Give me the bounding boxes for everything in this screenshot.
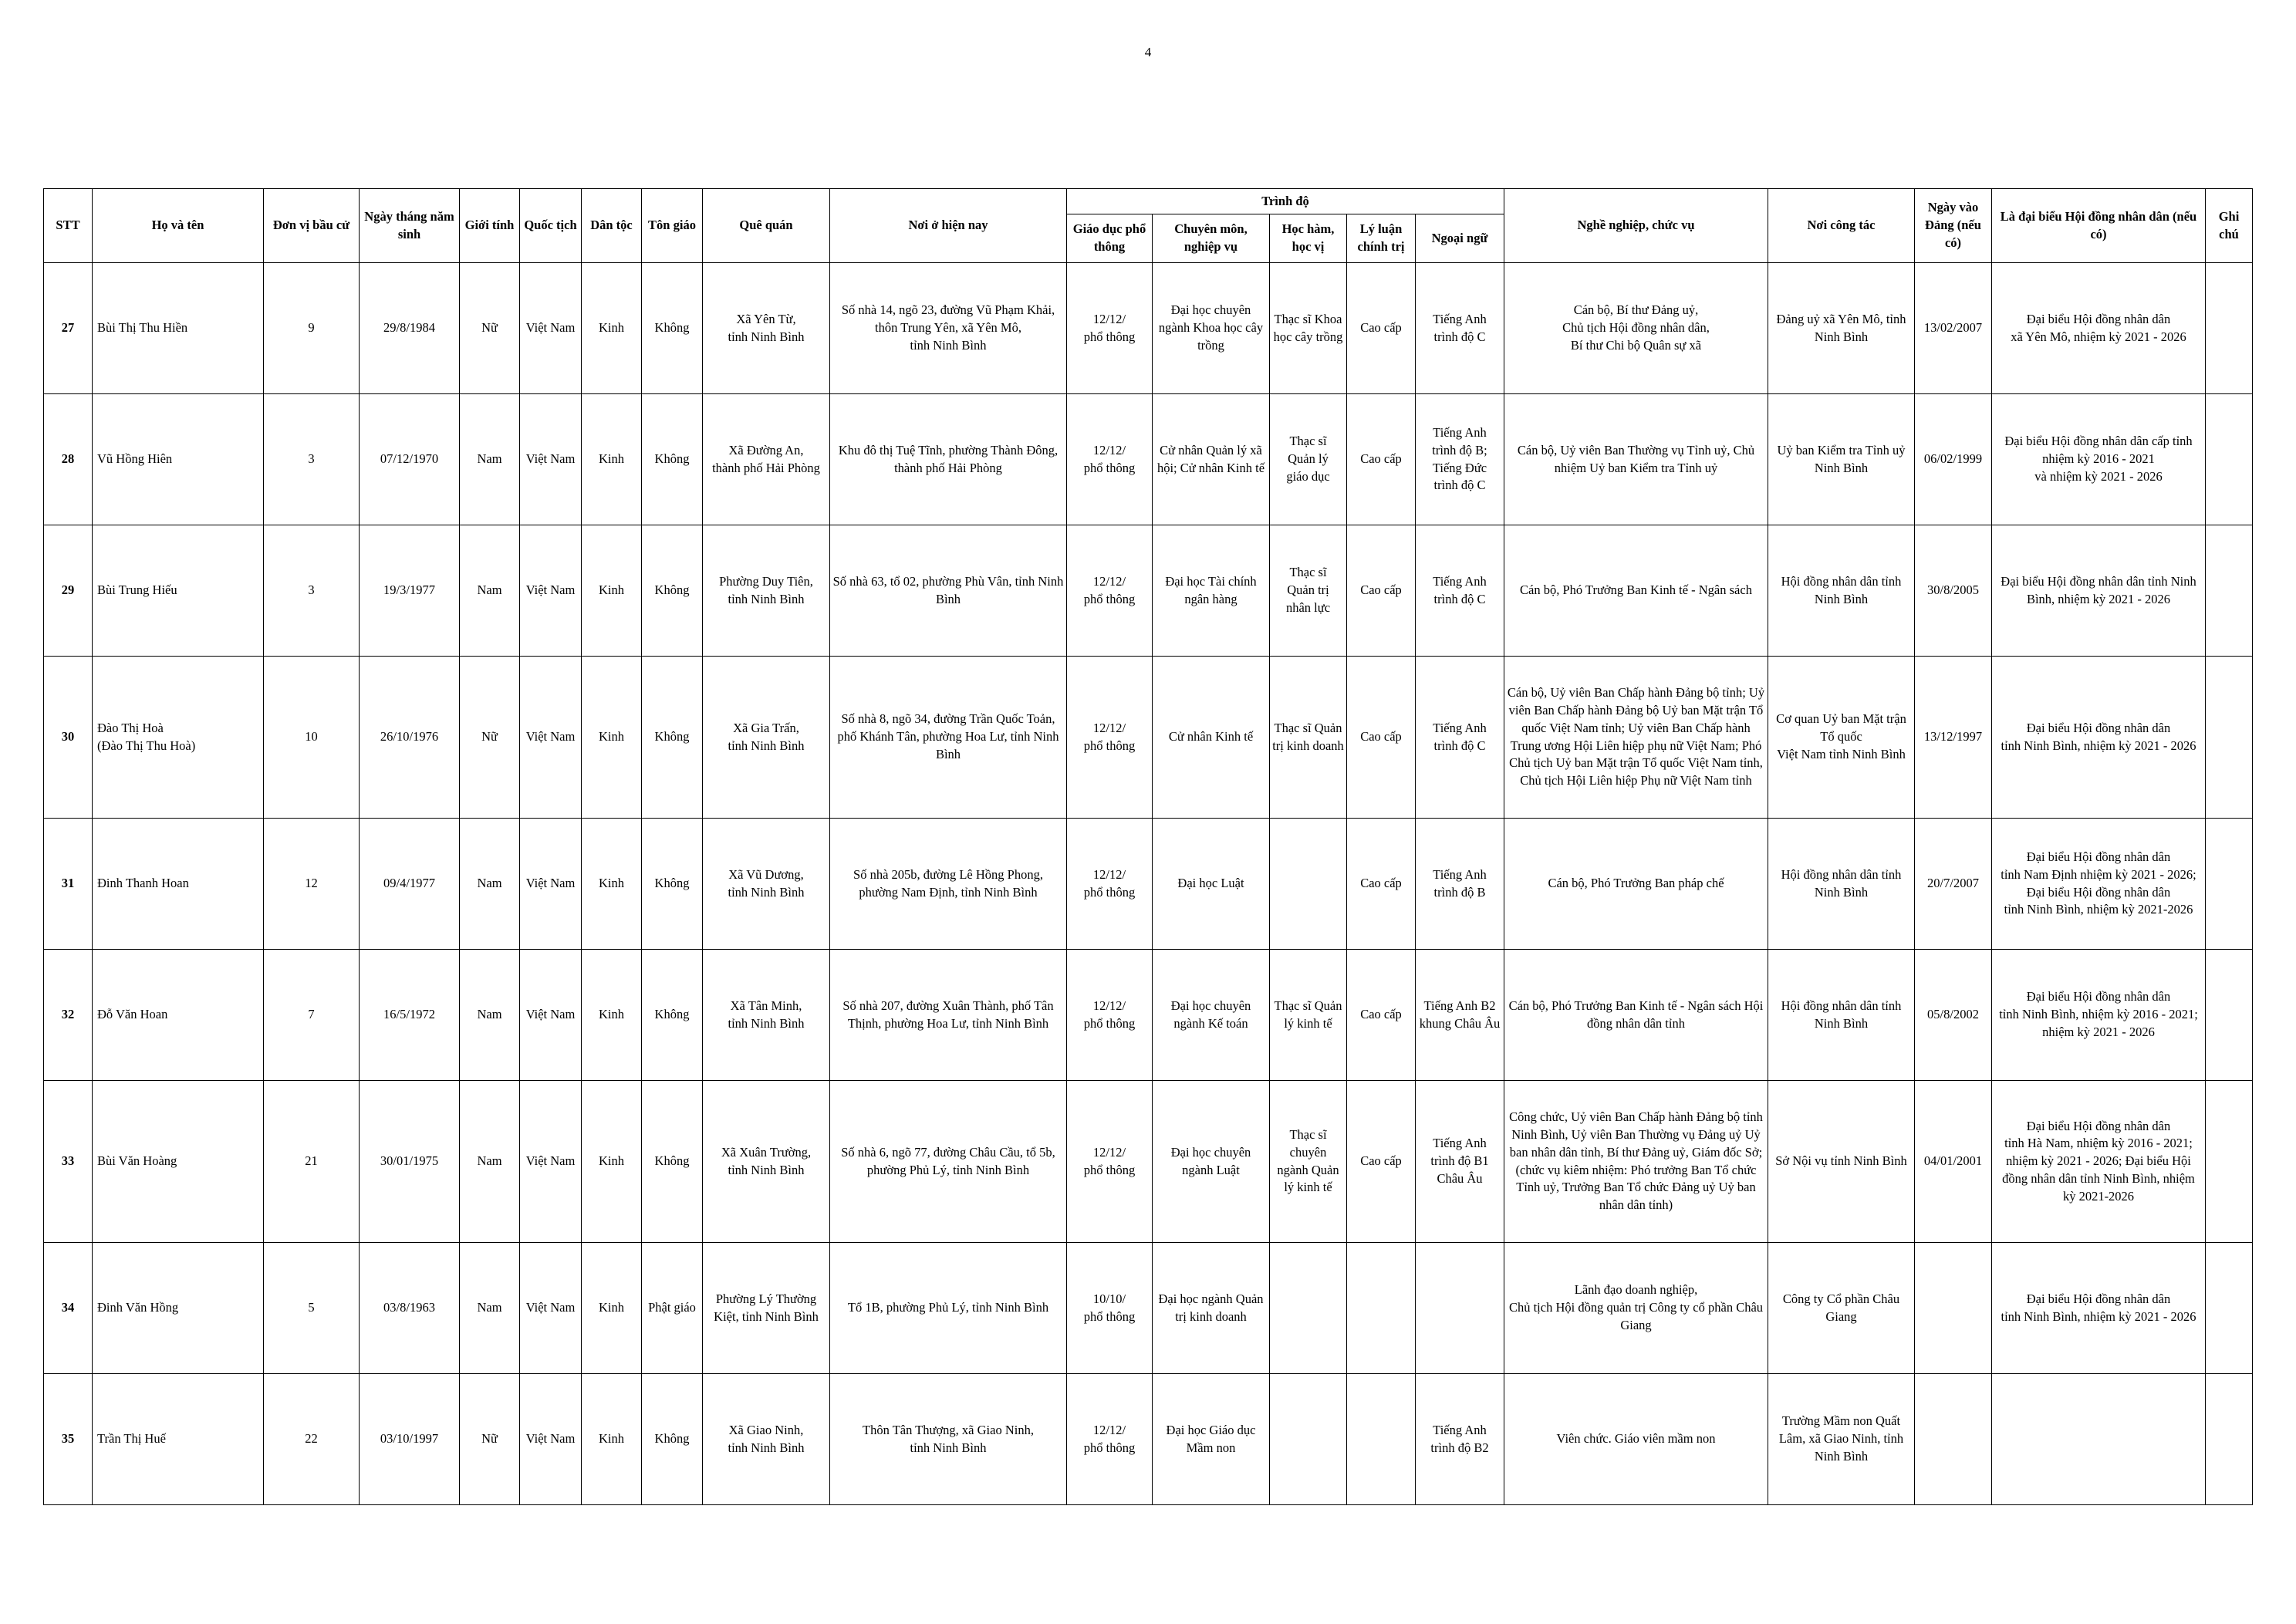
cell-religion: Không <box>642 819 703 950</box>
candidate-table <box>43 188 2253 1505</box>
cell-ethnicity: Kinh <box>582 1374 642 1505</box>
cell-hometown: Xã Gia Trấn, tỉnh Ninh Bình <box>703 657 830 819</box>
cell-general-ed: 12/12/ phổ thông <box>1067 263 1153 394</box>
cell-nationality: Việt Nam <box>520 525 582 657</box>
cell-language: Tiếng Anh trình độ C <box>1416 263 1504 394</box>
cell-note <box>2206 657 2253 819</box>
cell-unit: 9 <box>264 263 360 394</box>
cell-unit: 12 <box>264 819 360 950</box>
cell-hometown: Xã Đường An, thành phố Hải Phòng <box>703 394 830 525</box>
cell-unit: 21 <box>264 1081 360 1243</box>
header-residence: Nơi ở hiện nay <box>830 189 1067 263</box>
cell-workplace: Công ty Cổ phần Châu Giang <box>1768 1243 1915 1374</box>
cell-specialty: Cử nhân Quản lý xã hội; Cử nhân Kinh tế <box>1153 394 1270 525</box>
cell-specialty: Đại học Luật <box>1153 819 1270 950</box>
cell-note <box>2206 394 2253 525</box>
cell-ethnicity: Kinh <box>582 394 642 525</box>
cell-party-date: 30/8/2005 <box>1915 525 1992 657</box>
header-stt: STT <box>44 189 93 263</box>
header-gender: Giới tính <box>460 189 520 263</box>
cell-dob: 26/10/1976 <box>360 657 460 819</box>
header-unit: Đơn vị bầu cử <box>264 189 360 263</box>
cell-religion: Không <box>642 394 703 525</box>
cell-language: Tiếng Anh trình độ B; Tiếng Đức trình độ C <box>1416 394 1504 525</box>
table-header <box>44 189 2253 263</box>
cell-delegate: Đại biểu Hội đồng nhân dân tỉnh Hà Nam, nhiệm kỳ 2016 - 2021; nhiệm kỳ 2021 - 2026; Đại biểu Hội đồng nhân dân tỉnh Ninh Bình, nhiệm kỳ 2021-2026 <box>1992 1081 2206 1243</box>
cell-ethnicity: Kinh <box>582 525 642 657</box>
cell-political: Cao cấp <box>1347 263 1416 394</box>
cell-name: Bùi Văn Hoàng <box>93 1081 264 1243</box>
cell-nationality: Việt Nam <box>520 263 582 394</box>
cell-specialty: Cử nhân Kinh tế <box>1153 657 1270 819</box>
cell-ethnicity: Kinh <box>582 819 642 950</box>
cell-party-date <box>1915 1243 1992 1374</box>
cell-party-date: 20/7/2007 <box>1915 819 1992 950</box>
cell-stt: 28 <box>44 394 93 525</box>
cell-residence: Số nhà 14, ngõ 23, đường Vũ Phạm Khải, thôn Trung Yên, xã Yên Mô, tỉnh Ninh Bình <box>830 263 1067 394</box>
cell-political: Cao cấp <box>1347 950 1416 1081</box>
cell-delegate: Đại biểu Hội đồng nhân dân tỉnh Ninh Bình, nhiệm kỳ 2021 - 2026 <box>1992 657 2206 819</box>
cell-nationality: Việt Nam <box>520 1081 582 1243</box>
cell-delegate <box>1992 1374 2206 1505</box>
cell-hometown: Xã Tân Minh, tỉnh Ninh Bình <box>703 950 830 1081</box>
cell-degree: Thạc sĩ Khoa học cây trồng <box>1270 263 1347 394</box>
cell-language: Tiếng Anh trình độ B <box>1416 819 1504 950</box>
cell-political: Cao cấp <box>1347 525 1416 657</box>
cell-nationality: Việt Nam <box>520 657 582 819</box>
cell-residence: Khu đô thị Tuệ Tĩnh, phường Thành Đông, thành phố Hải Phòng <box>830 394 1067 525</box>
cell-dob: 03/10/1997 <box>360 1374 460 1505</box>
cell-unit: 3 <box>264 394 360 525</box>
cell-delegate: Đại biểu Hội đồng nhân dân tỉnh Nam Định nhiệm kỳ 2021 - 2026; Đại biểu Hội đồng nhân dân tỉnh Ninh Bình, nhiệm kỳ 2021-2026 <box>1992 819 2206 950</box>
cell-specialty: Đại học chuyên ngành Khoa học cây trồng <box>1153 263 1270 394</box>
cell-dob: 16/5/1972 <box>360 950 460 1081</box>
header-name: Họ và tên <box>93 189 264 263</box>
cell-religion: Không <box>642 657 703 819</box>
cell-occupation: Cán bộ, Uỷ viên Ban Thường vụ Tỉnh uỷ, Chủ nhiệm Uỷ ban Kiểm tra Tỉnh uỷ <box>1504 394 1768 525</box>
table-row <box>44 394 2253 525</box>
cell-gender: Nam <box>460 525 520 657</box>
cell-religion: Không <box>642 1374 703 1505</box>
cell-workplace: Hội đồng nhân dân tỉnh Ninh Bình <box>1768 525 1915 657</box>
table-row <box>44 1243 2253 1374</box>
cell-degree: Thạc sĩ Quản lý giáo dục <box>1270 394 1347 525</box>
header-religion: Tôn giáo <box>642 189 703 263</box>
table-row <box>44 657 2253 819</box>
cell-name: Bùi Trung Hiếu <box>93 525 264 657</box>
cell-degree <box>1270 1374 1347 1505</box>
cell-delegate: Đại biểu Hội đồng nhân dân tỉnh Ninh Bình, nhiệm kỳ 2021 - 2026 <box>1992 1243 2206 1374</box>
cell-hometown: Phường Duy Tiên, tỉnh Ninh Bình <box>703 525 830 657</box>
cell-gender: Nam <box>460 394 520 525</box>
cell-language: Tiếng Anh trình độ B1 Châu Âu <box>1416 1081 1504 1243</box>
cell-party-date: 13/02/2007 <box>1915 263 1992 394</box>
cell-nationality: Việt Nam <box>520 819 582 950</box>
cell-dob: 07/12/1970 <box>360 394 460 525</box>
cell-general-ed: 12/12/ phổ thông <box>1067 525 1153 657</box>
cell-nationality: Việt Nam <box>520 1243 582 1374</box>
cell-dob: 29/8/1984 <box>360 263 460 394</box>
header-specialty: Chuyên môn, nghiệp vụ <box>1153 214 1270 263</box>
cell-residence: Thôn Tân Thượng, xã Giao Ninh, tỉnh Ninh Bình <box>830 1374 1067 1505</box>
cell-note <box>2206 950 2253 1081</box>
cell-stt: 29 <box>44 525 93 657</box>
cell-unit: 7 <box>264 950 360 1081</box>
cell-stt: 31 <box>44 819 93 950</box>
cell-note <box>2206 263 2253 394</box>
header-education-group: Trình độ <box>1067 189 1504 214</box>
header-hometown: Quê quán <box>703 189 830 263</box>
cell-degree: Thạc sĩ Quản trị kinh doanh <box>1270 657 1347 819</box>
cell-party-date <box>1915 1374 1992 1505</box>
cell-note <box>2206 1243 2253 1374</box>
cell-residence: Số nhà 205b, đường Lê Hồng Phong, phường Nam Định, tỉnh Ninh Bình <box>830 819 1067 950</box>
cell-delegate: Đại biểu Hội đồng nhân dân tỉnh Ninh Bình, nhiệm kỳ 2021 - 2026 <box>1992 525 2206 657</box>
cell-note <box>2206 1374 2253 1505</box>
table-body <box>44 263 2253 1505</box>
cell-name: Đinh Văn Hồng <box>93 1243 264 1374</box>
cell-political: Cao cấp <box>1347 394 1416 525</box>
cell-stt: 27 <box>44 263 93 394</box>
cell-gender: Nam <box>460 819 520 950</box>
cell-nationality: Việt Nam <box>520 1374 582 1505</box>
cell-gender: Nam <box>460 1081 520 1243</box>
cell-workplace: Hội đồng nhân dân tỉnh Ninh Bình <box>1768 950 1915 1081</box>
cell-general-ed: 10/10/ phổ thông <box>1067 1243 1153 1374</box>
cell-dob: 19/3/1977 <box>360 525 460 657</box>
cell-specialty: Đại học chuyên ngành Luật <box>1153 1081 1270 1243</box>
cell-workplace: Cơ quan Uỷ ban Mặt trận Tổ quốc Việt Nam tỉnh Ninh Bình <box>1768 657 1915 819</box>
table-row <box>44 819 2253 950</box>
cell-nationality: Việt Nam <box>520 394 582 525</box>
cell-nationality: Việt Nam <box>520 950 582 1081</box>
cell-gender: Nam <box>460 1243 520 1374</box>
cell-degree: Thạc sĩ Quản trị nhân lực <box>1270 525 1347 657</box>
cell-party-date: 04/01/2001 <box>1915 1081 1992 1243</box>
header-ethnicity: Dân tộc <box>582 189 642 263</box>
cell-general-ed: 12/12/ phổ thông <box>1067 657 1153 819</box>
cell-residence: Số nhà 8, ngõ 34, đường Trần Quốc Toản, phố Khánh Tân, phường Hoa Lư, tỉnh Ninh Bình <box>830 657 1067 819</box>
cell-party-date: 13/12/1997 <box>1915 657 1992 819</box>
cell-gender: Nữ <box>460 1374 520 1505</box>
cell-residence: Số nhà 6, ngõ 77, đường Châu Cầu, tổ 5b, phường Phủ Lý, tỉnh Ninh Bình <box>830 1081 1067 1243</box>
cell-political: Cao cấp <box>1347 819 1416 950</box>
table-row <box>44 1081 2253 1243</box>
cell-stt: 32 <box>44 950 93 1081</box>
cell-language: Tiếng Anh trình độ C <box>1416 525 1504 657</box>
cell-unit: 22 <box>264 1374 360 1505</box>
cell-language: Tiếng Anh trình độ B2 <box>1416 1374 1504 1505</box>
cell-degree: Thạc sĩ Quản lý kinh tế <box>1270 950 1347 1081</box>
header-language: Ngoại ngữ <box>1416 214 1504 263</box>
cell-unit: 10 <box>264 657 360 819</box>
header-party-date: Ngày vào Đảng (nếu có) <box>1915 189 1992 263</box>
cell-stt: 30 <box>44 657 93 819</box>
header-note: Ghi chú <box>2206 189 2253 263</box>
cell-unit: 5 <box>264 1243 360 1374</box>
cell-general-ed: 12/12/ phổ thông <box>1067 950 1153 1081</box>
cell-occupation: Cán bộ, Phó Trưởng Ban pháp chế <box>1504 819 1768 950</box>
cell-stt: 35 <box>44 1374 93 1505</box>
cell-delegate: Đại biểu Hội đồng nhân dân tỉnh Ninh Bình, nhiệm kỳ 2016 - 2021; nhiệm kỳ 2021 - 2026 <box>1992 950 2206 1081</box>
cell-workplace: Sở Nội vụ tỉnh Ninh Bình <box>1768 1081 1915 1243</box>
cell-gender: Nam <box>460 950 520 1081</box>
cell-stt: 34 <box>44 1243 93 1374</box>
cell-name: Trần Thị Huế <box>93 1374 264 1505</box>
cell-hometown: Xã Giao Ninh, tỉnh Ninh Bình <box>703 1374 830 1505</box>
cell-hometown: Phường Lý Thường Kiệt, tỉnh Ninh Bình <box>703 1243 830 1374</box>
cell-specialty: Đại học Tài chính ngân hàng <box>1153 525 1270 657</box>
header-degree: Học hàm, học vị <box>1270 214 1347 263</box>
cell-hometown: Xã Xuân Trường, tỉnh Ninh Bình <box>703 1081 830 1243</box>
cell-occupation: Cán bộ, Phó Trưởng Ban Kinh tế - Ngân sách <box>1504 525 1768 657</box>
cell-religion: Không <box>642 525 703 657</box>
cell-delegate: Đại biểu Hội đồng nhân dân xã Yên Mô, nhiệm kỳ 2021 - 2026 <box>1992 263 2206 394</box>
cell-language: Tiếng Anh trình độ C <box>1416 657 1504 819</box>
cell-workplace: Đảng uỷ xã Yên Mô, tỉnh Ninh Bình <box>1768 263 1915 394</box>
cell-political <box>1347 1243 1416 1374</box>
table-row <box>44 525 2253 657</box>
cell-occupation: Lãnh đạo doanh nghiệp, Chủ tịch Hội đồng quản trị Công ty cổ phần Châu Giang <box>1504 1243 1768 1374</box>
cell-religion: Không <box>642 950 703 1081</box>
cell-delegate: Đại biểu Hội đồng nhân dân cấp tỉnh nhiệm kỳ 2016 - 2021 và nhiệm kỳ 2021 - 2026 <box>1992 394 2206 525</box>
cell-ethnicity: Kinh <box>582 1243 642 1374</box>
table-row <box>44 950 2253 1081</box>
table-row <box>44 263 2253 394</box>
cell-occupation: Cán bộ, Bí thư Đảng uỷ, Chủ tịch Hội đồng nhân dân, Bí thư Chi bộ Quân sự xã <box>1504 263 1768 394</box>
cell-workplace: Hội đồng nhân dân tỉnh Ninh Bình <box>1768 819 1915 950</box>
cell-residence: Số nhà 63, tổ 02, phường Phù Vân, tỉnh Ninh Bình <box>830 525 1067 657</box>
cell-note <box>2206 1081 2253 1243</box>
cell-name: Vũ Hồng Hiên <box>93 394 264 525</box>
cell-stt: 33 <box>44 1081 93 1243</box>
cell-religion: Không <box>642 1081 703 1243</box>
cell-ethnicity: Kinh <box>582 950 642 1081</box>
cell-name: Đinh Thanh Hoan <box>93 819 264 950</box>
cell-specialty: Đại học Giáo dục Mầm non <box>1153 1374 1270 1505</box>
cell-language: Tiếng Anh B2 khung Châu Âu <box>1416 950 1504 1081</box>
cell-occupation: Cán bộ, Phó Trưởng Ban Kinh tế - Ngân sách Hội đồng nhân dân tỉnh <box>1504 950 1768 1081</box>
cell-hometown: Xã Vũ Dương, tỉnh Ninh Bình <box>703 819 830 950</box>
page-number: 4 <box>1144 45 1152 59</box>
cell-ethnicity: Kinh <box>582 1081 642 1243</box>
cell-gender: Nữ <box>460 263 520 394</box>
header-occupation: Nghề nghiệp, chức vụ <box>1504 189 1768 263</box>
cell-gender: Nữ <box>460 657 520 819</box>
cell-religion: Không <box>642 263 703 394</box>
cell-political: Cao cấp <box>1347 1081 1416 1243</box>
header-dob: Ngày tháng năm sinh <box>360 189 460 263</box>
cell-ethnicity: Kinh <box>582 657 642 819</box>
cell-political <box>1347 1374 1416 1505</box>
cell-name: Bùi Thị Thu Hiền <box>93 263 264 394</box>
cell-language <box>1416 1243 1504 1374</box>
cell-degree <box>1270 819 1347 950</box>
cell-name: Đỗ Văn Hoan <box>93 950 264 1081</box>
cell-unit: 3 <box>264 525 360 657</box>
cell-dob: 03/8/1963 <box>360 1243 460 1374</box>
cell-party-date: 05/8/2002 <box>1915 950 1992 1081</box>
cell-workplace: Trường Mầm non Quất Lâm, xã Giao Ninh, tỉnh Ninh Bình <box>1768 1374 1915 1505</box>
cell-dob: 30/01/1975 <box>360 1081 460 1243</box>
cell-occupation: Công chức, Uỷ viên Ban Chấp hành Đảng bộ tỉnh Ninh Bình, Uỷ viên Ban Thường vụ Đảng uỷ Uỷ ban nhân dân tỉnh, Bí thư Đảng uỷ, Giám đốc Sở; (chức vụ kiêm nhiệm: Phó trưởng Ban Tổ chức Tỉnh uỷ, Trưởng Ban Tổ chức Đảng uỷ Uỷ ban nhân dân tỉnh) <box>1504 1081 1768 1243</box>
cell-party-date: 06/02/1999 <box>1915 394 1992 525</box>
cell-workplace: Uỷ ban Kiểm tra Tỉnh uỷ Ninh Bình <box>1768 394 1915 525</box>
cell-political: Cao cấp <box>1347 657 1416 819</box>
cell-ethnicity: Kinh <box>582 263 642 394</box>
cell-dob: 09/4/1977 <box>360 819 460 950</box>
header-nationality: Quốc tịch <box>520 189 582 263</box>
cell-general-ed: 12/12/ phổ thông <box>1067 1374 1153 1505</box>
table-row <box>44 1374 2253 1505</box>
header-political: Lý luận chính trị <box>1347 214 1416 263</box>
cell-specialty: Đại học chuyên ngành Kế toán <box>1153 950 1270 1081</box>
cell-general-ed: 12/12/ phổ thông <box>1067 819 1153 950</box>
cell-hometown: Xã Yên Từ, tỉnh Ninh Bình <box>703 263 830 394</box>
header-general-ed: Giáo dục phổ thông <box>1067 214 1153 263</box>
cell-residence: Số nhà 207, đường Xuân Thành, phố Tân Thịnh, phường Hoa Lư, tỉnh Ninh Bình <box>830 950 1067 1081</box>
cell-occupation: Viên chức. Giáo viên mầm non <box>1504 1374 1768 1505</box>
cell-general-ed: 12/12/ phổ thông <box>1067 394 1153 525</box>
header-workplace: Nơi công tác <box>1768 189 1915 263</box>
header-delegate: Là đại biểu Hội đồng nhân dân (nếu có) <box>1992 189 2206 263</box>
cell-degree <box>1270 1243 1347 1374</box>
cell-occupation: Cán bộ, Uỷ viên Ban Chấp hành Đảng bộ tỉnh; Uỷ viên Ban Chấp hành Đảng bộ Uỷ ban Mặt trận Tổ quốc Việt Nam tỉnh; Uỷ viên Ban Chấp hành Trung ương Hội Liên hiệp phụ nữ Việt Nam; Phó Chủ tịch Uỷ ban Mặt trận Tổ quốc Việt Nam tỉnh, Chủ tịch Hội Liên hiệp Phụ nữ Việt Nam tỉnh <box>1504 657 1768 819</box>
cell-note <box>2206 525 2253 657</box>
cell-specialty: Đại học ngành Quản trị kinh doanh <box>1153 1243 1270 1374</box>
cell-name: Đào Thị Hoà (Đào Thị Thu Hoà) <box>93 657 264 819</box>
cell-general-ed: 12/12/ phổ thông <box>1067 1081 1153 1243</box>
cell-degree: Thạc sĩ chuyên ngành Quản lý kinh tế <box>1270 1081 1347 1243</box>
cell-note <box>2206 819 2253 950</box>
cell-residence: Tổ 1B, phường Phủ Lý, tỉnh Ninh Bình <box>830 1243 1067 1374</box>
cell-religion: Phật giáo <box>642 1243 703 1374</box>
